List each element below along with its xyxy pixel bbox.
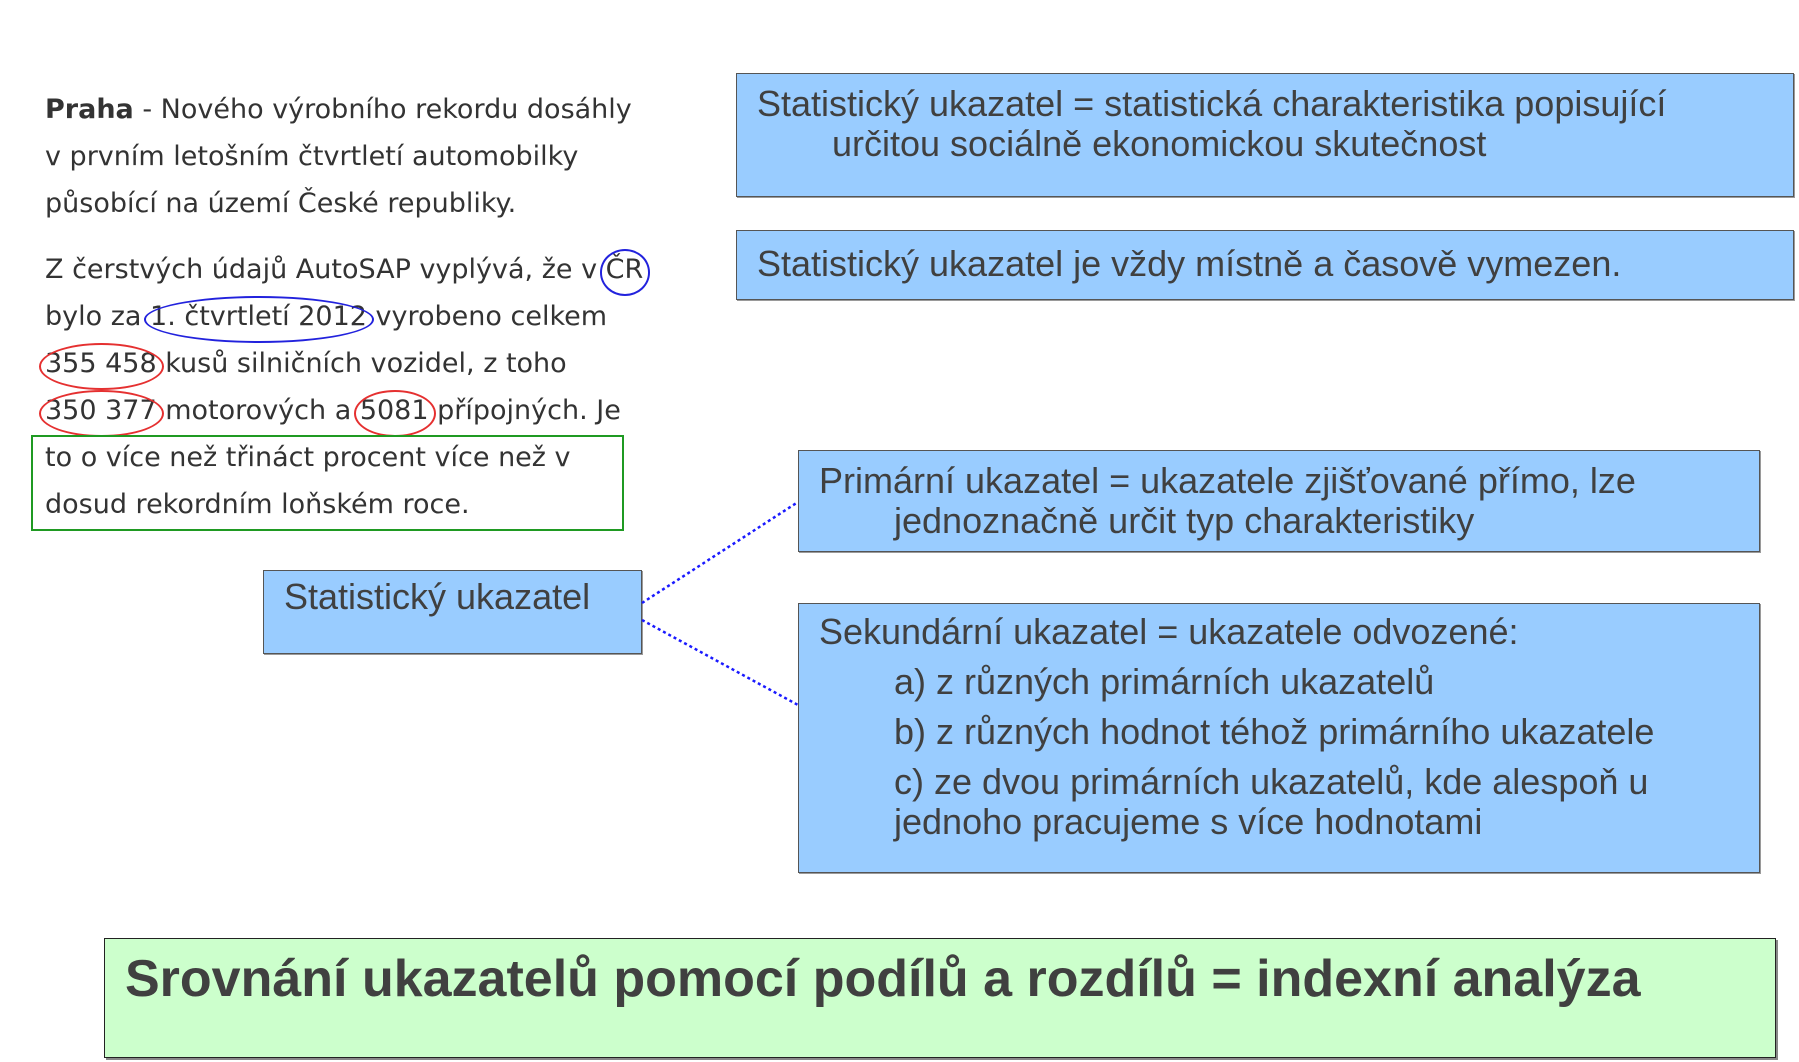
definition-line-1: Statistický ukazatel = statistická charakteristika popisující	[757, 83, 1667, 124]
primary-line-2: jednoznačně určit typ charakteristiky	[894, 500, 1475, 541]
article-text: Z čerstvých údajů AutoSAP vyplývá, že v	[45, 254, 606, 285]
conclusion-banner	[104, 938, 1776, 1058]
article-text: bylo za	[45, 301, 151, 332]
highlight-trailers: 5081	[360, 387, 429, 434]
connector-to-secondary	[642, 620, 798, 705]
highlight-total: 355 458	[45, 340, 157, 387]
article-lead-text: - Nového výrobního rekordu dosáhly v prvním letošním čtvrtletí automobilky působící na území České republiky.	[45, 94, 632, 219]
article-text: přípojných. Je to o více než třináct procent více než v dosud rekordním loňském roce.	[45, 395, 621, 520]
secondary-title: Sekundární ukazatel = ukazatele odvozené:	[819, 611, 1519, 652]
highlight-period: 1. čtvrtletí 2012	[150, 293, 367, 340]
conclusion-text: Srovnání ukazatelů pomocí podílů a rozdílů = indexní analýza	[125, 950, 1641, 1008]
secondary-item-a: a) z různých primárních ukazatelů	[894, 661, 1435, 702]
article-text: vyrobeno celkem	[366, 301, 608, 332]
scope-text: Statistický ukazatel je vždy místně a časově vymezen.	[757, 243, 1622, 284]
primary-line-1: Primární ukazatel = ukazatele zjišťované přímo, lze	[819, 460, 1636, 501]
definition-line-2: určitou sociálně ekonomickou skutečnost	[832, 123, 1487, 164]
root-label: Statistický ukazatel	[284, 576, 591, 617]
highlight-motor: 350 377	[45, 387, 157, 434]
highlight-place: ČR	[606, 246, 644, 293]
article-text: kusů silničních vozidel, z toho	[156, 348, 567, 379]
article-text: motorových a	[156, 395, 360, 426]
secondary-item-b: b) z různých hodnot téhož primárního ukazatele	[894, 711, 1655, 752]
secondary-item-c: c) ze dvou primárních ukazatelů, kde alespoň u	[894, 761, 1649, 802]
connector-to-primary	[642, 502, 798, 603]
secondary-item-c-continued: jednoho pracujeme s více hodnotami	[894, 801, 1483, 842]
article-dateline: Praha	[45, 94, 134, 125]
